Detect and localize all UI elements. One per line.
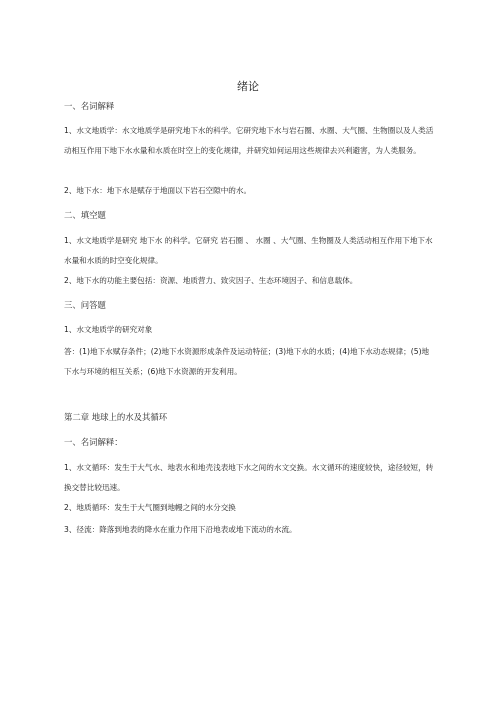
intro-section1-heading: 一、名词解释 bbox=[64, 101, 115, 111]
intro-fill-blank-1: 1、水文地质学是研究 地下水 的科学。它研究 岩石圈 、 水圈 、大气圈、生物圈及人类活动相互作用下地下水水量和水质的时空变化规律。 bbox=[64, 236, 433, 265]
chapter2-section1-heading: 一、名词解释： bbox=[64, 437, 123, 447]
intro-section3-heading: 三、问答题 bbox=[64, 300, 106, 310]
chapter2-definition-geologic-cycle: 2、地质循环：发生于大气圈到地幔之间的水分交换 bbox=[64, 503, 236, 512]
document-title: 绪论 bbox=[237, 80, 259, 93]
intro-fill-blank-2: 2、地下水的功能主要包括：资源、地质营力、致灾因子、生态环境因子、和信息载体。 bbox=[64, 276, 358, 285]
intro-question-1: 1、水文地质学的研究对象 bbox=[64, 325, 153, 334]
chapter2-definition-runoff: 3、径流：降落到地表的降水在重力作用下沿地表或地下流动的水流。 bbox=[64, 525, 297, 534]
intro-answer-1: 答：(1)地下水赋存条件；(2)地下水资源形成条件及运动特征；(3)地下水的水质；(4)地下水动态规律；(5)地下水与环境的相互关系；(6)地下水资源的开发利用。 bbox=[64, 347, 430, 376]
intro-section2-heading: 二、填空题 bbox=[64, 210, 106, 220]
intro-definition-groundwater: 2、地下水：地下水是赋存于地面以下岩石空隙中的水。 bbox=[64, 186, 252, 195]
chapter2-heading: 第二章 地球上的水及其循环 bbox=[64, 412, 168, 422]
intro-definition-hydrogeology: 1、水文地质学：水文地质学是研究地下水的科学。它研究地下水与岩石圈、水圈、大气圈、生物圈以及人类活动相互作用下地下水水量和水质在时空上的变化规律，并研究如何运用这些规律去兴利避害，为人类服务。 bbox=[64, 126, 434, 155]
chapter2-definition-hydrologic-cycle: 1、水文循环：发生于大气水、地表水和地壳浅表地下水之间的水文交换。水文循环的速度较快，途径较短，转换交替比较迅速。 bbox=[64, 463, 434, 492]
